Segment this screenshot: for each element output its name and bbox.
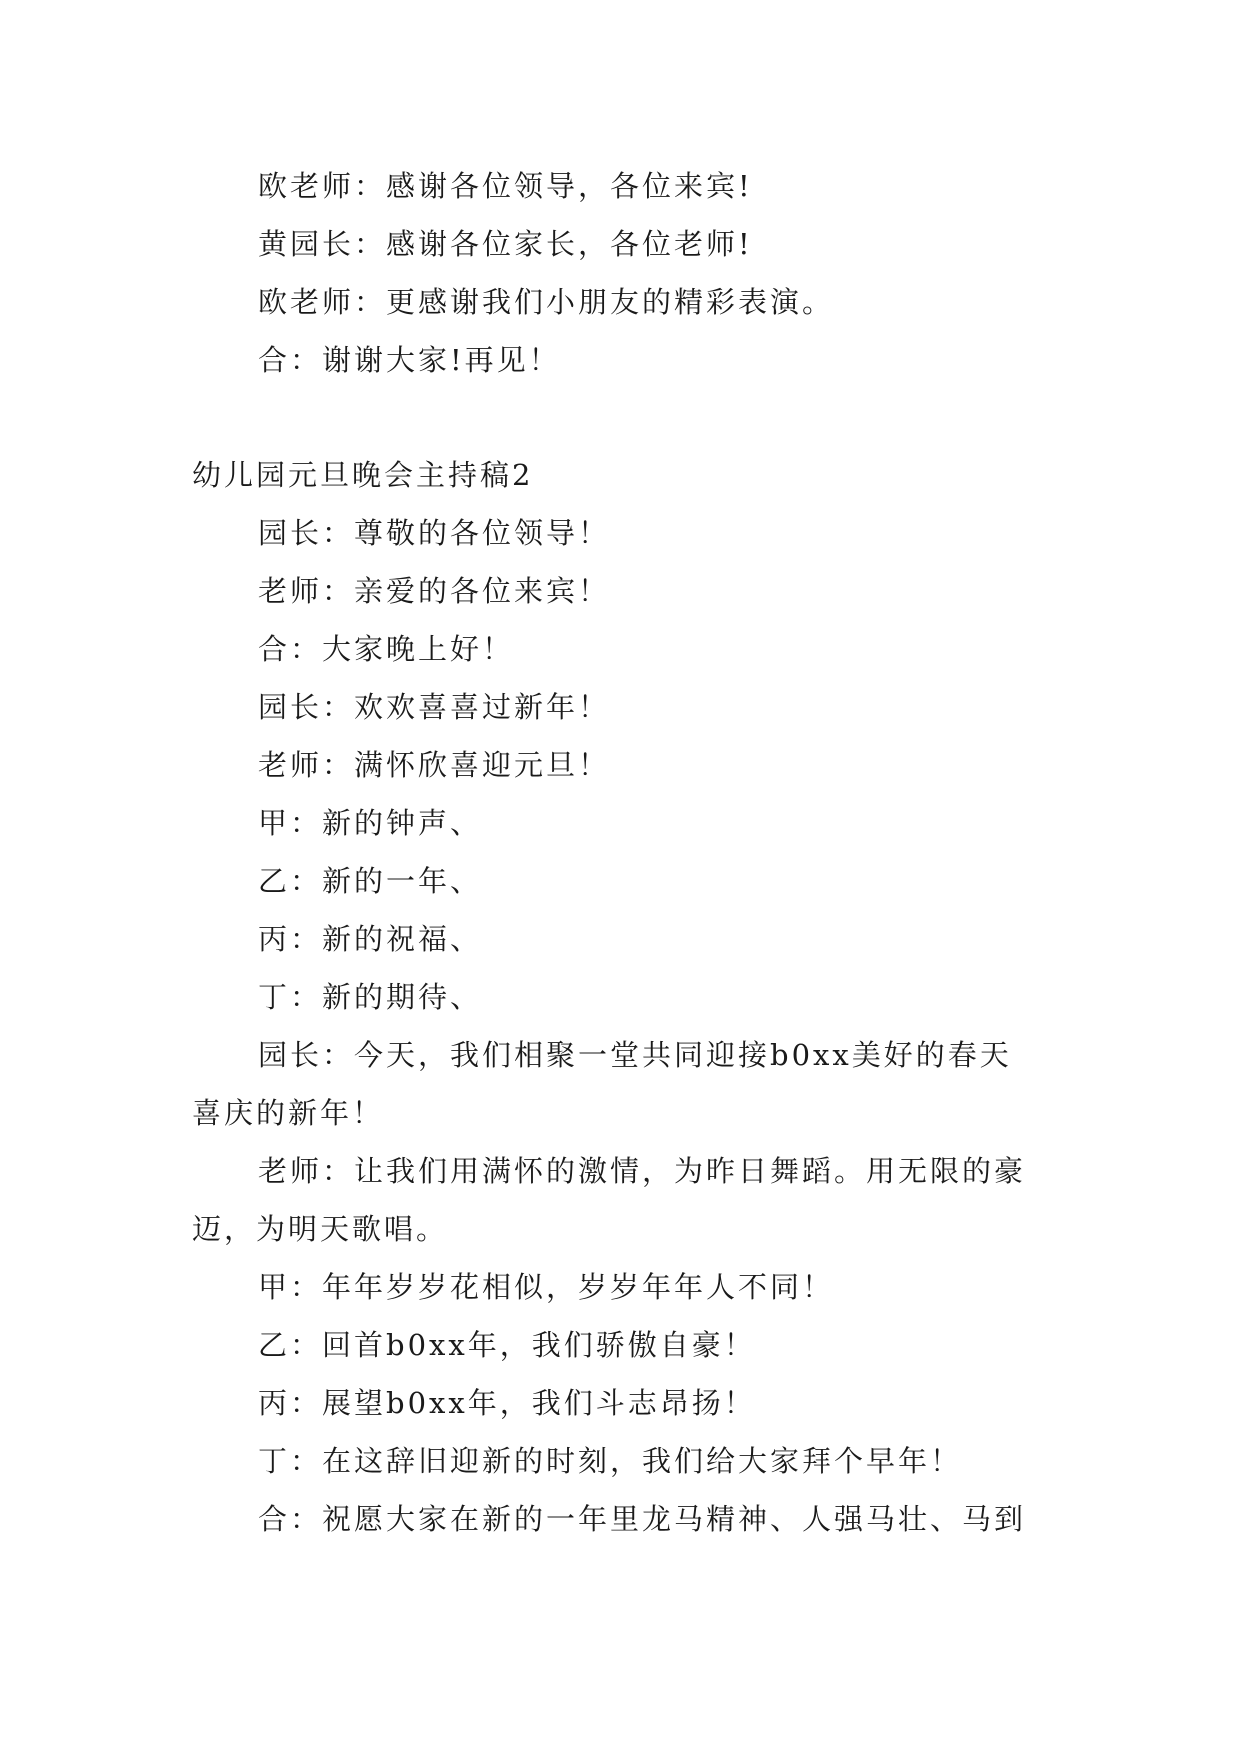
paragraph-line: 乙：回首b0xx年，我们骄傲自豪！ [258,1328,756,1362]
paragraph-line: 老师：满怀欣喜迎元旦！ [258,748,611,782]
paragraph-line: 园长：欢欢喜喜过新年！ [258,690,611,724]
paragraph-line: 园长：尊敬的各位领导！ [258,516,611,550]
paragraph-line: 甲：新的钟声、 [258,806,483,840]
paragraph-line: 丙：新的祝福、 [258,922,483,956]
paragraph-line: 丁：新的期待、 [258,980,483,1014]
paragraph-line: 合：大家晚上好！ [258,632,515,666]
paragraph-line: 园长：今天，我们相聚一堂共同迎接b0xx美好的春天 [258,1038,1012,1072]
paragraph-line: 乙：新的一年、 [258,864,483,898]
paragraph-line: 老师：让我们用满怀的激情，为昨日舞蹈。用无限的豪 [258,1154,1027,1188]
paragraph-line: 欧老师：感谢各位领导，各位来宾! [258,169,753,203]
paragraph-line: 合：祝愿大家在新的一年里龙马精神、人强马壮、马到 [258,1502,1027,1536]
paragraph-line: 黄园长：感谢各位家长，各位老师! [258,227,753,261]
paragraph-line: 老师：亲爱的各位来宾！ [258,574,611,608]
paragraph-line: 迈，为明天歌唱。 [192,1212,449,1246]
paragraph-line: 合：谢谢大家!再见！ [258,343,561,377]
paragraph-line: 喜庆的新年！ [192,1096,385,1130]
section-title: 幼儿园元旦晚会主持稿2 [192,458,534,492]
paragraph-line: 欧老师：更感谢我们小朋友的精彩表演。 [258,285,835,319]
paragraph-line: 丙：展望b0xx年，我们斗志昂扬！ [258,1386,756,1420]
paragraph-line: 丁：在这辞旧迎新的时刻，我们给大家拜个早年！ [258,1444,963,1478]
paragraph-line: 甲：年年岁岁花相似，岁岁年年人不同！ [258,1270,835,1304]
